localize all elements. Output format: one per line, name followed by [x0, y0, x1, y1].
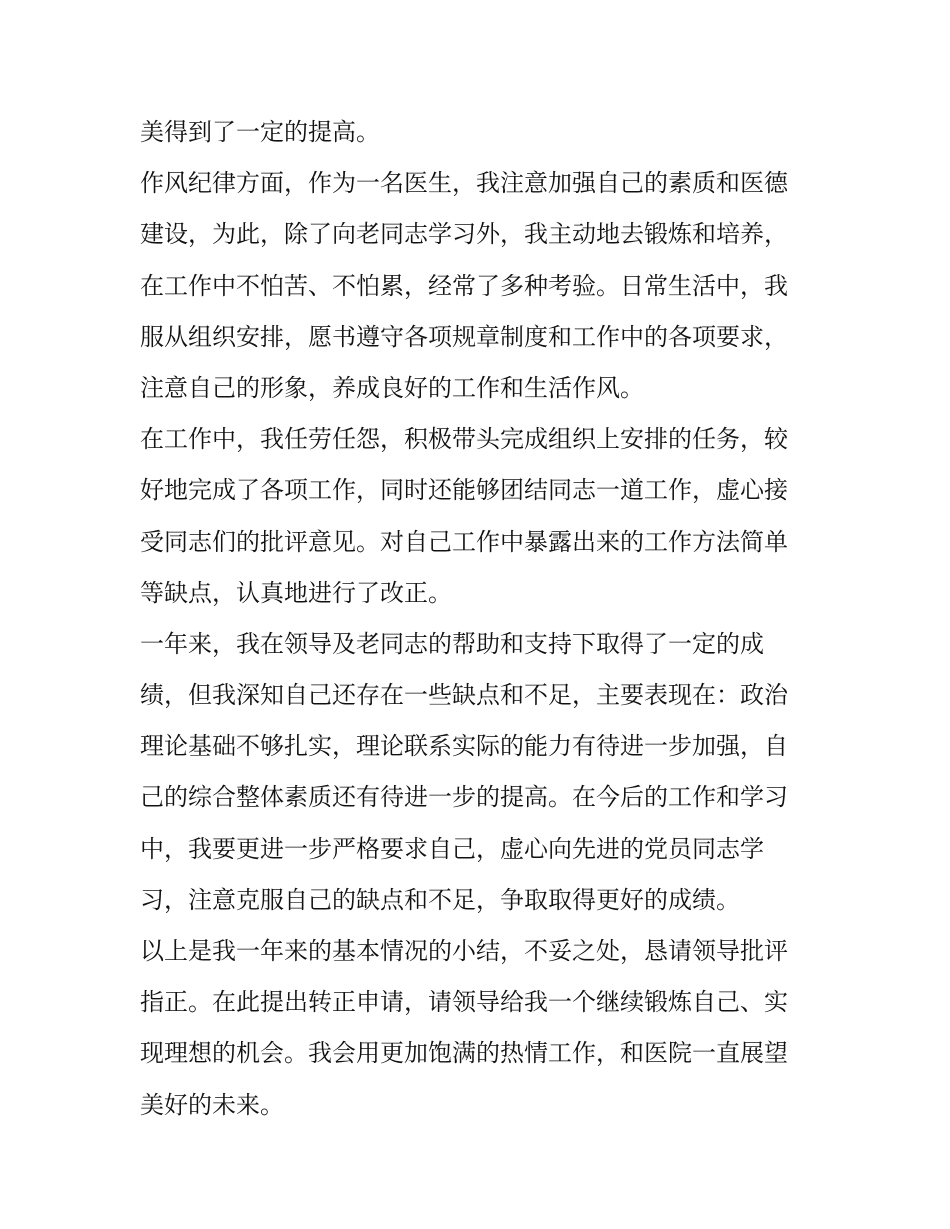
text-line: 在工作中，我任劳任怨，积极带头完成组织上安排的任务，较	[140, 425, 788, 454]
text-line: 现理想的机会。我会用更加饱满的热情工作，和医院一直展望	[140, 1039, 788, 1068]
text-line: 习，注意克服自己的缺点和不足，争取取得更好的成绩。	[140, 885, 740, 914]
text-line: 好地完成了各项工作，同时还能够团结同志一道工作，虚心接	[140, 476, 788, 505]
text-line: 美好的未来。	[140, 1090, 284, 1119]
text-line: 受同志们的批评意见。对自己工作中暴露出来的工作方法简单	[140, 527, 788, 556]
text-line: 建设，为此，除了向老同志学习外，我主动地去锻炼和培养，	[140, 220, 788, 249]
text-line: 理论基础不够扎实，理论联系实际的能力有待进一步加强，自	[140, 732, 788, 761]
text-line: 己的综合整体素质还有待进一步的提高。在今后的工作和学习	[140, 783, 788, 812]
text-line: 在工作中不怕苦、不怕累，经常了多种考验。日常生活中，我	[140, 271, 788, 300]
text-line: 作风纪律方面，作为一名医生，我注意加强自己的素质和医德	[140, 169, 788, 198]
text-line: 注意自己的形象，养成良好的工作和生活作风。	[140, 373, 644, 402]
text-line: 中，我要更进一步严格要求自己，虚心向先进的党员同志学	[140, 834, 764, 863]
text-line: 服从组织安排，愿书遵守各项规章制度和工作中的各项要求，	[140, 322, 788, 351]
document-body	[140, 107, 820, 1131]
text-line: 以上是我一年来的基本情况的小结，不妥之处，恳请领导批评	[140, 937, 788, 965]
text-line: 美得到了一定的提高。	[140, 118, 380, 146]
text-line: 绩，但我深知自己还存在一些缺点和不足，主要表现在：政治	[140, 681, 788, 710]
text-line: 等缺点，认真地进行了改正。	[140, 578, 452, 607]
text-line: 一年来，我在领导及老同志的帮助和支持下取得了一定的成	[140, 629, 764, 658]
text-line: 指正。在此提出转正申请，请领导给我一个继续锻炼自己、实	[140, 988, 788, 1017]
